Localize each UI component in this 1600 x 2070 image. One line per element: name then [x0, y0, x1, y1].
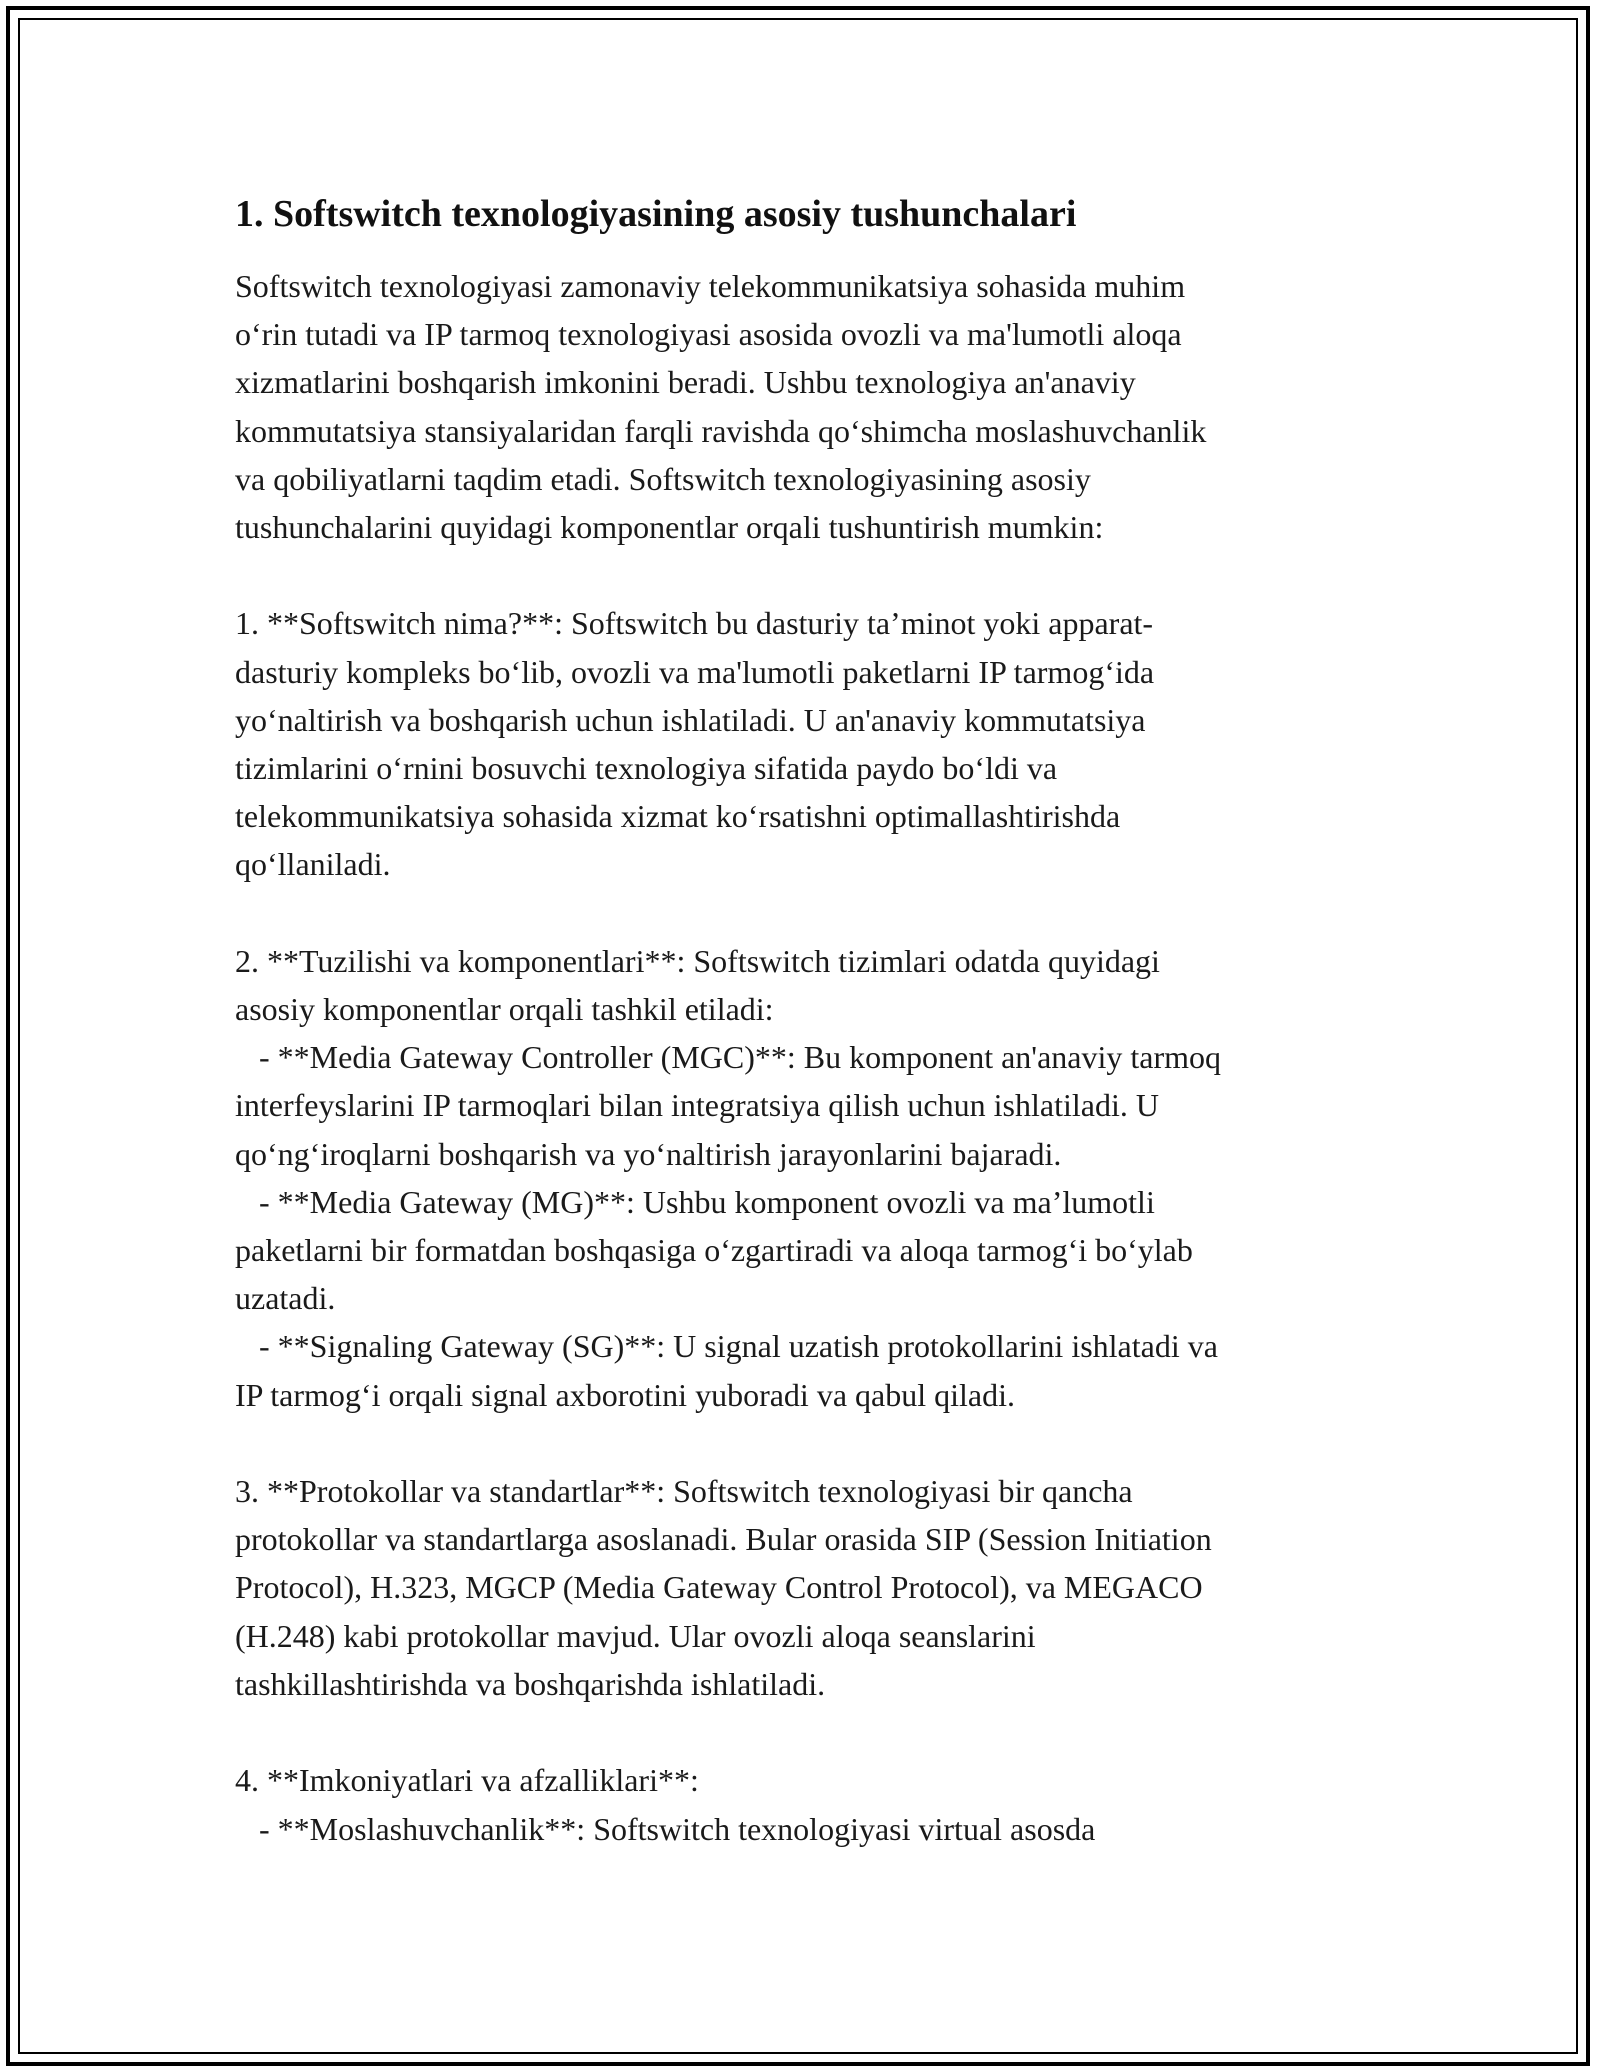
document-content — [235, 190, 1385, 1853]
section-heading: 1. Softswitch texnologiyasining asosiy tushunchalari — [235, 193, 1077, 235]
body-text: Softswitch texnologiyasi zamonaviy telekommunikatsiya sohasida muhim o‘rin tutadi va IP tarmoq texnologiyasi asosida ovozli va ma'lumotli aloqa xizmatlarini boshqarish imkonini beradi. Ushbu texnologiya an'anaviy kommutatsiya stansiyalaridan farqli ravishda qo‘shimcha moslashuvchanlik va qobiliyatlarni taqdim etadi. Softswitch texnologiyasining asosiy tushunchalarini quyidagi komponentlar orqali tushuntirish mumkin: 1. **Softswitch nima?**: Softswitch bu dasturiy ta’minot yoki apparat- dasturiy kompleks bo‘lib, ovozli va ma'lumotli paketlarni IP tarmog‘ida yo‘naltirish va boshqarish uchun ishlatiladi. U an'anaviy kommutatsiya tizimlarini o‘rnini bosuvchi texnologiya sifatida paydo bo‘ldi va telekommunikatsiya sohasida xizmat ko‘rsatishni optimallashtirishda qo‘llaniladi. 2. **Tuzilishi va komponentlari**: Softswitch tizimlari odatda quyidagi asosiy komponentlar orqali tashkil etiladi: - **Media Gateway Controller (MGC)**: Bu komponent an'anaviy tarmoq interfeyslarini IP tarmoqlari bilan integratsiya qilish uchun ishlatiladi. U qo‘ng‘iroqlarni boshqarish va yo‘naltirish jarayonlarini bajaradi. - **Media Gateway (MG)**: Ushbu komponent ovozli va ma’lumotli paketlarni bir formatdan boshqasiga o‘zgartiradi va aloqa tarmog‘i bo‘ylab uzatadi. - **Signaling Gateway (SG)**: U signal uzatish protokollarini ishlatadi va IP tarmog‘i orqali signal axborotini yuboradi va qabul qiladi. 3. **Protokollar va standartlar**: Softswitch texnologiyasi bir qancha protokollar va standartlarga asoslanadi. Bular orasida SIP (Session Initiation Protocol), H.323, MGCP (Media Gateway Control Protocol), va MEGACO (H.248) kabi protokollar mavjud. Ular ovozli aloqa seanslarini tashkillashtirishda va boshqarishda ishlatiladi. 4. **Imkoniyatlari va afzalliklari**: - **Moslashuvchanlik**: Softswitch texnologiyasi virtual asosda — [235, 268, 1221, 1847]
